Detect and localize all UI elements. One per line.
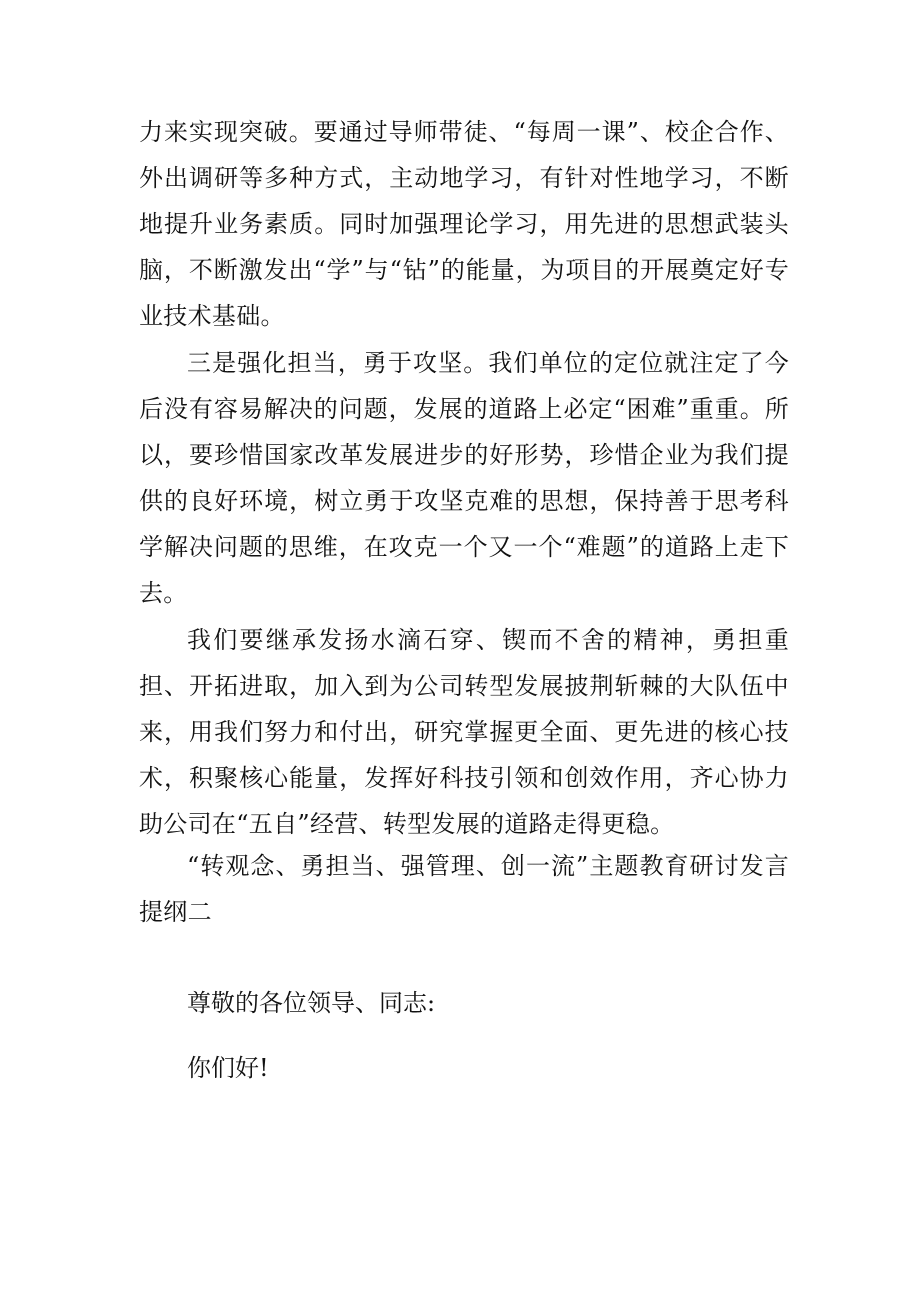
salutation: 尊敬的各位领导、同志: [187, 989, 436, 1017]
body-paragraph-2: 三是强化担当，勇于攻坚。我们单位的定位就注定了今后没有容易解决的问题，发展的道路上必定“困难”重重。所以，要珍惜国家改革发展进步的好形势，珍惜企业为我们提供的良好环境，树立勇于攻坚克难的思想，保持善于思考科学解决问题的思维，在攻克一个又一个“难题”的道路上走下去。 [139, 349, 789, 607]
body-paragraph-1: 力来实现突破。要通过导师带徒、“每周一课”、校企合作、外出调研等多种方式，主动地学习，有针对性地学习，不断地提升业务素质。同时加强理论学习，用先进的思想武装头脑，不断激发出“学”与“钻”的能量，为项目的开展奠定好专业技术基础。 [139, 118, 789, 330]
greeting: 你们好! [187, 1054, 269, 1082]
body-paragraph-3: 我们要继承发扬水滴石穿、锲而不舍的精神，勇担重担、开拓进取，加入到为公司转型发展披荆斩棘的大队伍中来，用我们努力和付出，研究掌握更全面、更先进的核心技术，积聚核心能量，发挥好科技引领和创效作用，齐心协力助公司在“五自”经营、转型发展的道路走得更稳。 [139, 626, 789, 838]
section-title: “转观念、勇担当、强管理、创一流”主题教育研讨发言提纲二 [139, 852, 789, 926]
